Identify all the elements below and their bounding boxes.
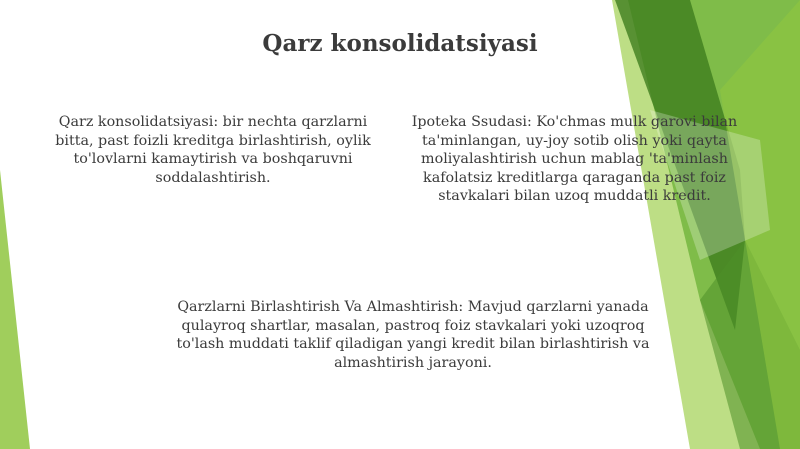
text-block-refinancing: Qarzlarni Birlashtirish Va Almashtirish: Mavjud qarzlarni yanada qulayroq shartlar, masalan, pastroq foiz stavkalari yoki uzoqroq to'lash muddati taklif qiladigan yangi kredit bilan birlashtirish va almashtirish jarayoni. bbox=[176, 299, 650, 371]
text-block-mortgage: Ipoteka Ssudasi: Ko'chmas mulk garovi bilan ta'minlangan, uy-joy sotib olish yoki qayta moliyalashtirish uchun mablag 'ta'minlash kafolatsiz kreditlarga qaraganda past foiz stavkalari bilan uzoq muddatli kredit. bbox=[411, 114, 738, 204]
text-block-consolidation: Qarz konsolidatsiyasi: bir nechta qarzlarni bitta, past foizli kreditga birlashtirish, oylik to'lovlarni kamaytirish va boshqaruvni soddalashtirish. bbox=[55, 114, 371, 186]
page-title: Qarz konsolidatsiyasi bbox=[262, 30, 538, 57]
left-edge-shape bbox=[0, 170, 30, 449]
